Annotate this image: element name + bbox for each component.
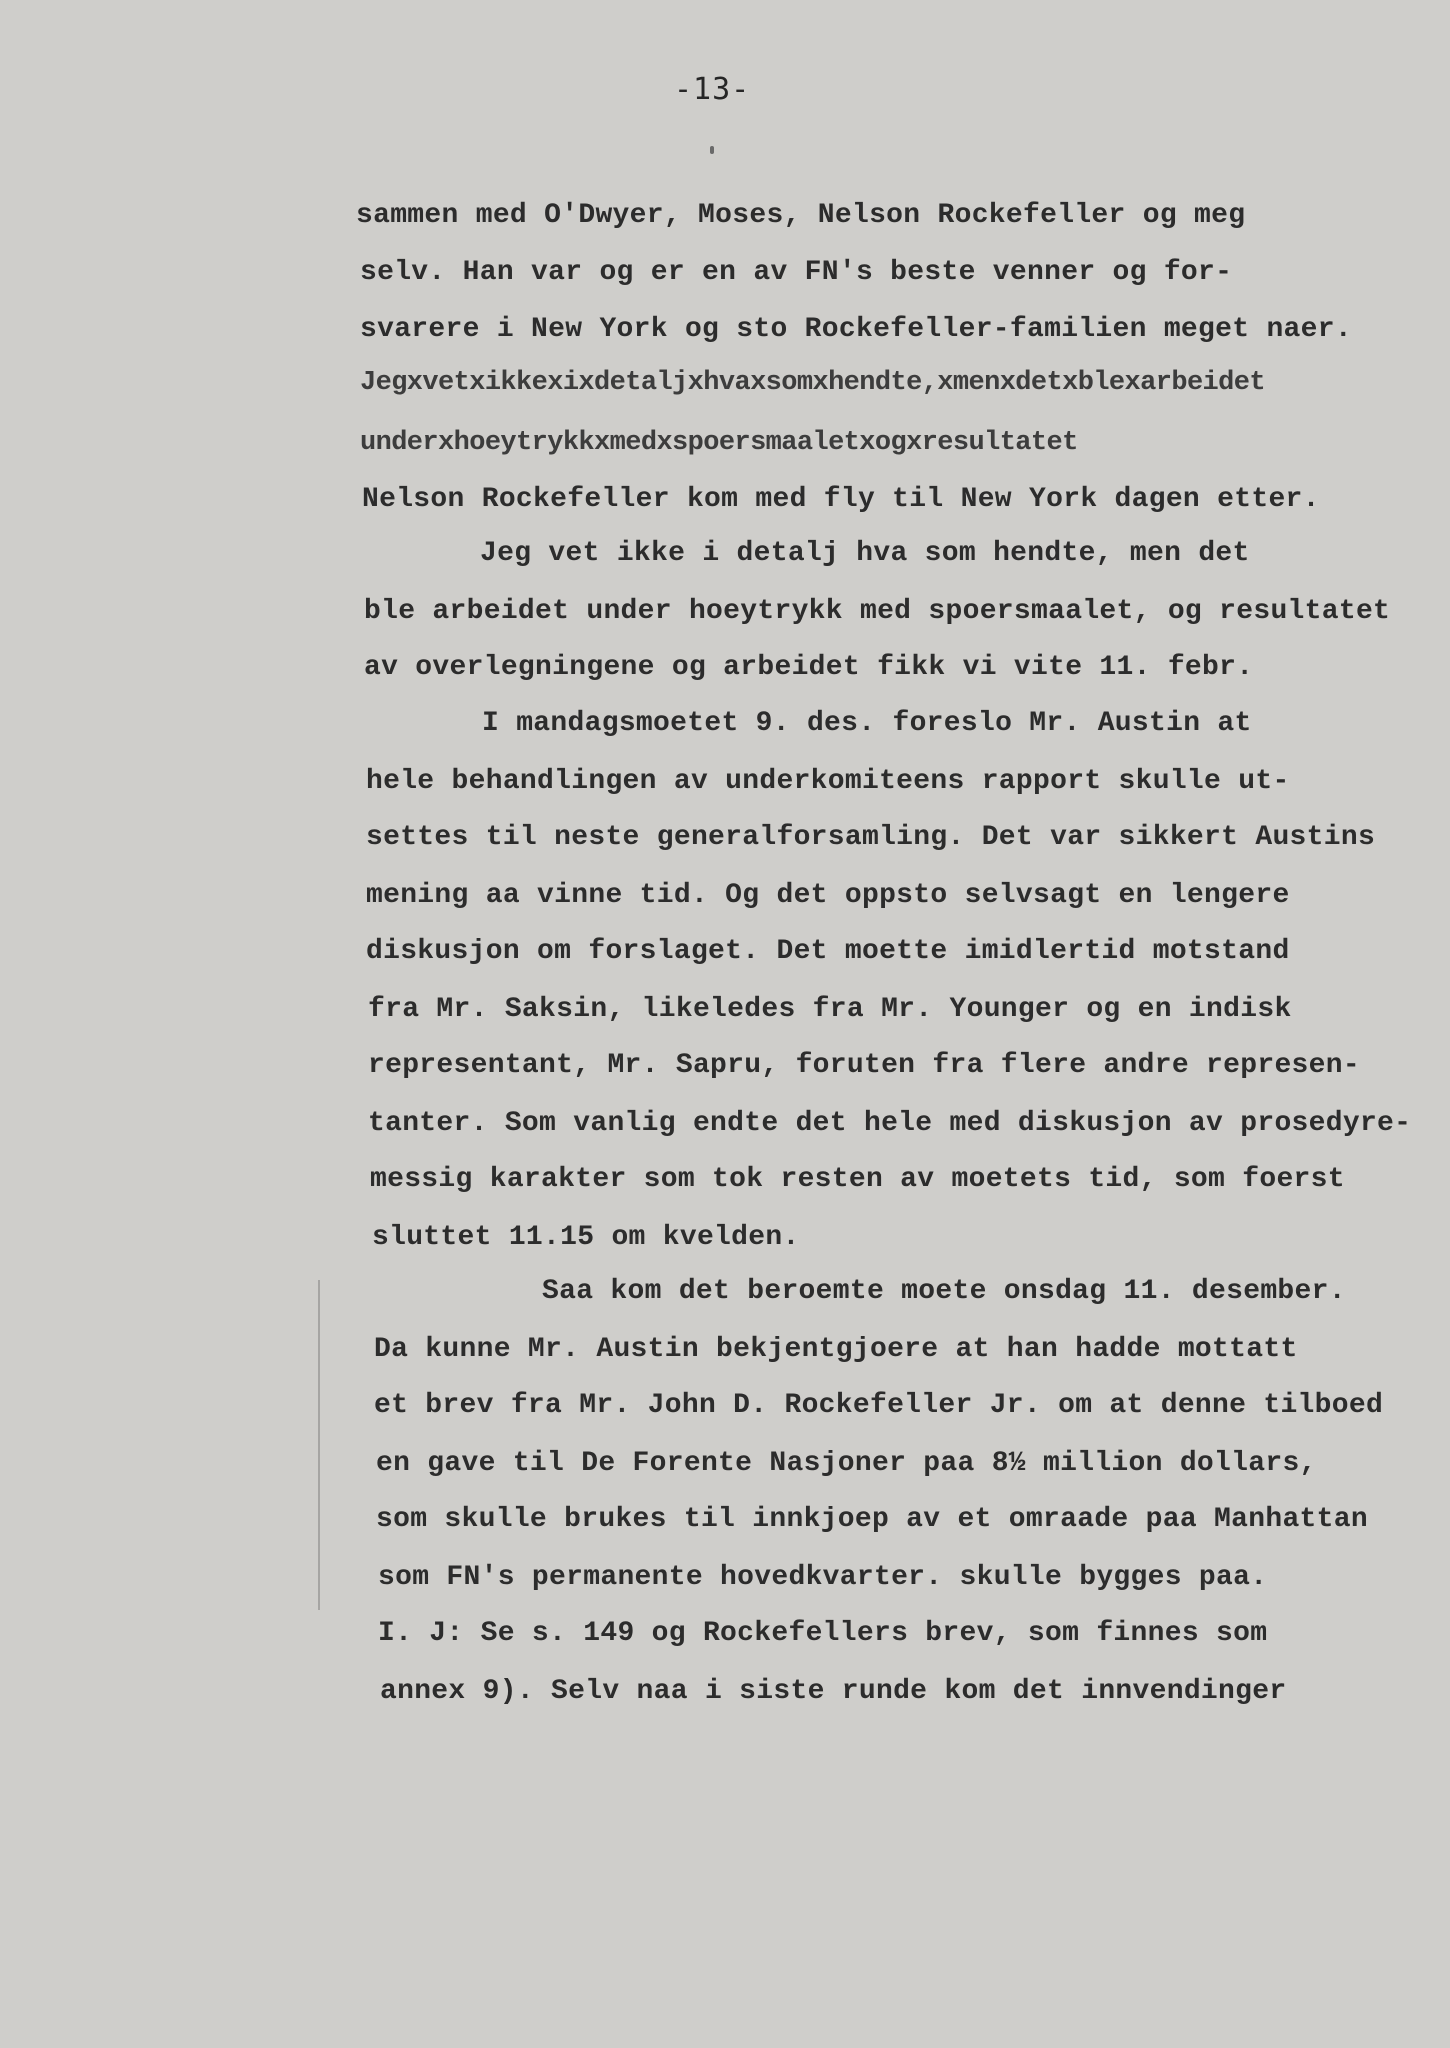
margin-mark bbox=[318, 1280, 320, 1610]
text-line-25: annex 9). Selv naa i siste runde kom det innvendinger bbox=[380, 1676, 1287, 1707]
struck-line-2: underxhoeytrykkxmedxspoersmaaletxogxresultatet bbox=[360, 428, 1078, 458]
text-line-18: Saa kom det beroemte moete onsdag 11. desember. bbox=[542, 1276, 1346, 1307]
text-line-5: Jeg vet ikke i detalj hva som hendte, men det bbox=[480, 538, 1250, 569]
text-line-1: sammen med O'Dwyer, Moses, Nelson Rockefeller og meg bbox=[356, 200, 1246, 231]
ink-speck bbox=[710, 146, 714, 154]
text-line-16: messig karakter som tok resten av moetets tid, som foerst bbox=[370, 1164, 1345, 1195]
text-line-4: Nelson Rockefeller kom med fly til New York dagen etter. bbox=[362, 484, 1320, 515]
text-line-21: en gave til De Forente Nasjoner paa 8½ million dollars, bbox=[376, 1448, 1317, 1479]
text-line-22: som skulle brukes til innkjoep av et omraade paa Manhattan bbox=[376, 1504, 1368, 1535]
text-line-2: selv. Han var og er en av FN's beste venner og for- bbox=[360, 257, 1233, 288]
text-line-24: I. J: Se s. 149 og Rockefellers brev, som finnes som bbox=[378, 1618, 1268, 1649]
text-line-12: diskusjon om forslaget. Det moette imidlertid motstand bbox=[366, 936, 1290, 967]
text-line-13: fra Mr. Saksin, likeledes fra Mr. Younger og en indisk bbox=[368, 994, 1292, 1025]
text-line-17: sluttet 11.15 om kvelden. bbox=[372, 1222, 800, 1253]
page-number: -13- bbox=[674, 72, 751, 107]
text-line-23: som FN's permanente hovedkvarter. skulle bygges paa. bbox=[378, 1562, 1268, 1593]
struck-line-1: Jegxvetxikkexixdetaljxhvaxsomxhendte,xmenxdetxblexarbeidet bbox=[360, 368, 1265, 398]
text-line-10: settes til neste generalforsamling. Det var sikkert Austins bbox=[366, 822, 1376, 853]
text-line-20: et brev fra Mr. John D. Rockefeller Jr. om at denne tilboed bbox=[374, 1390, 1384, 1421]
text-line-15: tanter. Som vanlig endte det hele med diskusjon av prosedyre- bbox=[368, 1108, 1412, 1139]
text-line-3: svarere i New York og sto Rockefeller-familien meget naer. bbox=[360, 314, 1352, 345]
text-line-6: ble arbeidet under hoeytrykk med spoersmaalet, og resultatet bbox=[364, 596, 1391, 627]
text-line-9: hele behandlingen av underkomiteens rapport skulle ut- bbox=[366, 766, 1290, 797]
text-line-8: I mandagsmoetet 9. des. foreslo Mr. Austin at bbox=[482, 708, 1252, 739]
text-line-7: av overlegningene og arbeidet fikk vi vite 11. febr. bbox=[364, 652, 1254, 683]
text-line-11: mening aa vinne tid. Og det oppsto selvsagt en lengere bbox=[366, 880, 1290, 911]
text-line-19: Da kunne Mr. Austin bekjentgjoere at han hadde mottatt bbox=[374, 1334, 1298, 1365]
text-line-14: representant, Mr. Sapru, foruten fra flere andre represen- bbox=[368, 1050, 1360, 1081]
